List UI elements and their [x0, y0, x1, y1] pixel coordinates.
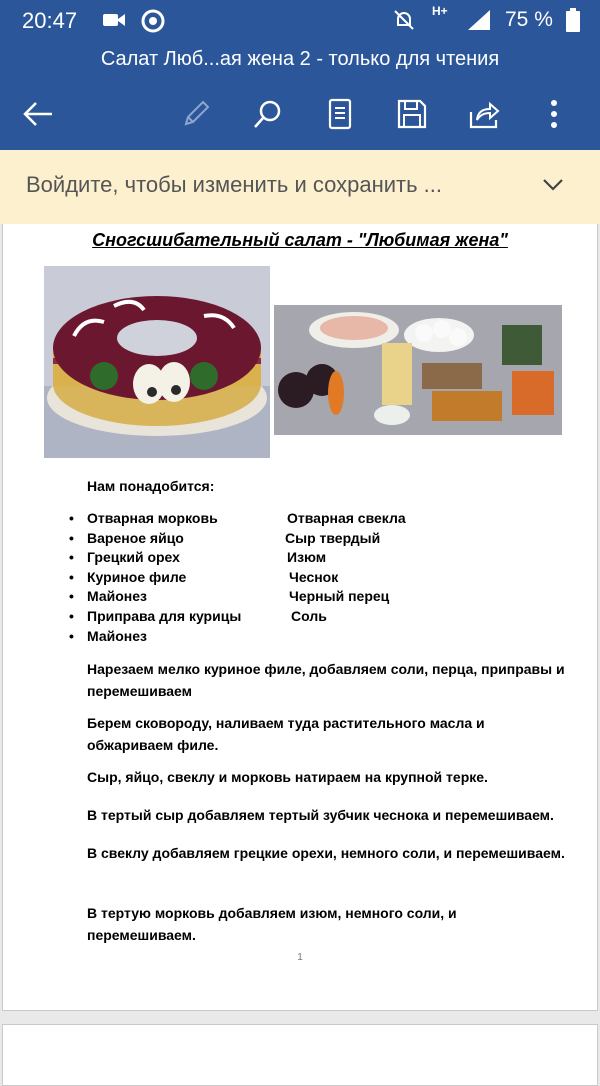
sign-in-banner[interactable] [0, 150, 600, 224]
ingredients-photo [274, 305, 562, 435]
save-icon [396, 98, 428, 130]
reading-view-icon [327, 98, 353, 130]
document-title-bar: Салат Люб...ая жена 2 - только для чтения [0, 40, 600, 78]
page-number: 1 [297, 952, 303, 963]
recipe-step: В тертый сыр добавляем тертый зубчик чеснока и перемешиваем. [87, 807, 554, 823]
signal-icon [466, 8, 492, 37]
more-options-button[interactable] [532, 92, 576, 136]
recipe-step: Сыр, яйцо, свеклу и морковь натираем на крупной терке. [87, 769, 488, 785]
save-button[interactable] [390, 92, 434, 136]
share-icon [468, 98, 500, 130]
video-camera-icon [102, 11, 126, 34]
toolbar [0, 78, 600, 150]
sync-app-icon [140, 8, 166, 39]
next-document-page [2, 1024, 598, 1086]
back-arrow-icon [22, 101, 54, 127]
search-icon [252, 98, 284, 130]
edit-button[interactable] [174, 92, 218, 136]
recipe-title: Сногсшибательный салат - "Любимая жена" [92, 230, 508, 250]
more-options-icon [549, 99, 559, 129]
battery-icon [566, 8, 580, 37]
edit-pencil-icon [180, 98, 212, 130]
status-time: 20:47 [22, 8, 78, 33]
recipe-step: В тертую морковь добавляем изюм, немного соли, и перемешиваем. [87, 905, 457, 943]
mute-bell-icon [392, 8, 416, 37]
share-button[interactable] [462, 92, 506, 136]
recipe-step: В свеклу добавляем грецкие орехи, немного соли, и перемешиваем. [87, 845, 565, 861]
back-button[interactable] [16, 92, 60, 136]
ingredients-heading: Нам понадобится: [87, 478, 215, 494]
recipe-step: Нарезаем мелко куриное филе, добавляем соли, перца, приправы и перемешиваем [87, 661, 565, 699]
banner-text: Войдите, чтобы изменить и сохранить ... [26, 172, 443, 197]
search-button[interactable] [246, 92, 290, 136]
salad-photo [44, 266, 270, 458]
status-bar [0, 0, 600, 40]
reading-view-button[interactable] [318, 92, 362, 136]
recipe-step: Берем сковороду, наливаем туда растительного масла и обжариваем филе. [87, 715, 485, 753]
chevron-down-icon[interactable] [542, 178, 564, 197]
battery-percent: 75 % [505, 8, 553, 31]
network-type: H+ [432, 4, 448, 18]
document-page: Сногсшибательный салат - "Любимая жена" Нам понадобится: • Отварная морковь Отварная свекла • Вареное яйцо Сыр твердый • Грецкий орех Изюм • Куриное филе Чеснок • Майонез Черный перец • Приправа для курицы Соль • Майонез Нарезаем мелко куриное филе, добавляем соли, перца, приправы и перемешиваем Берем сковороду, наливаем туда растительного масла и обжариваем филе. Сыр, яйцо, свеклу и морковь натираем на крупной терке. В тертый сыр добавляем тертый зубчик чеснока и перемешиваем. В свеклу добавляем грецкие орехи, немного соли, и перемешиваем. В тертую морковь добавляем изюм, немного соли, и перемешиваем. 1 [2, 224, 598, 1011]
